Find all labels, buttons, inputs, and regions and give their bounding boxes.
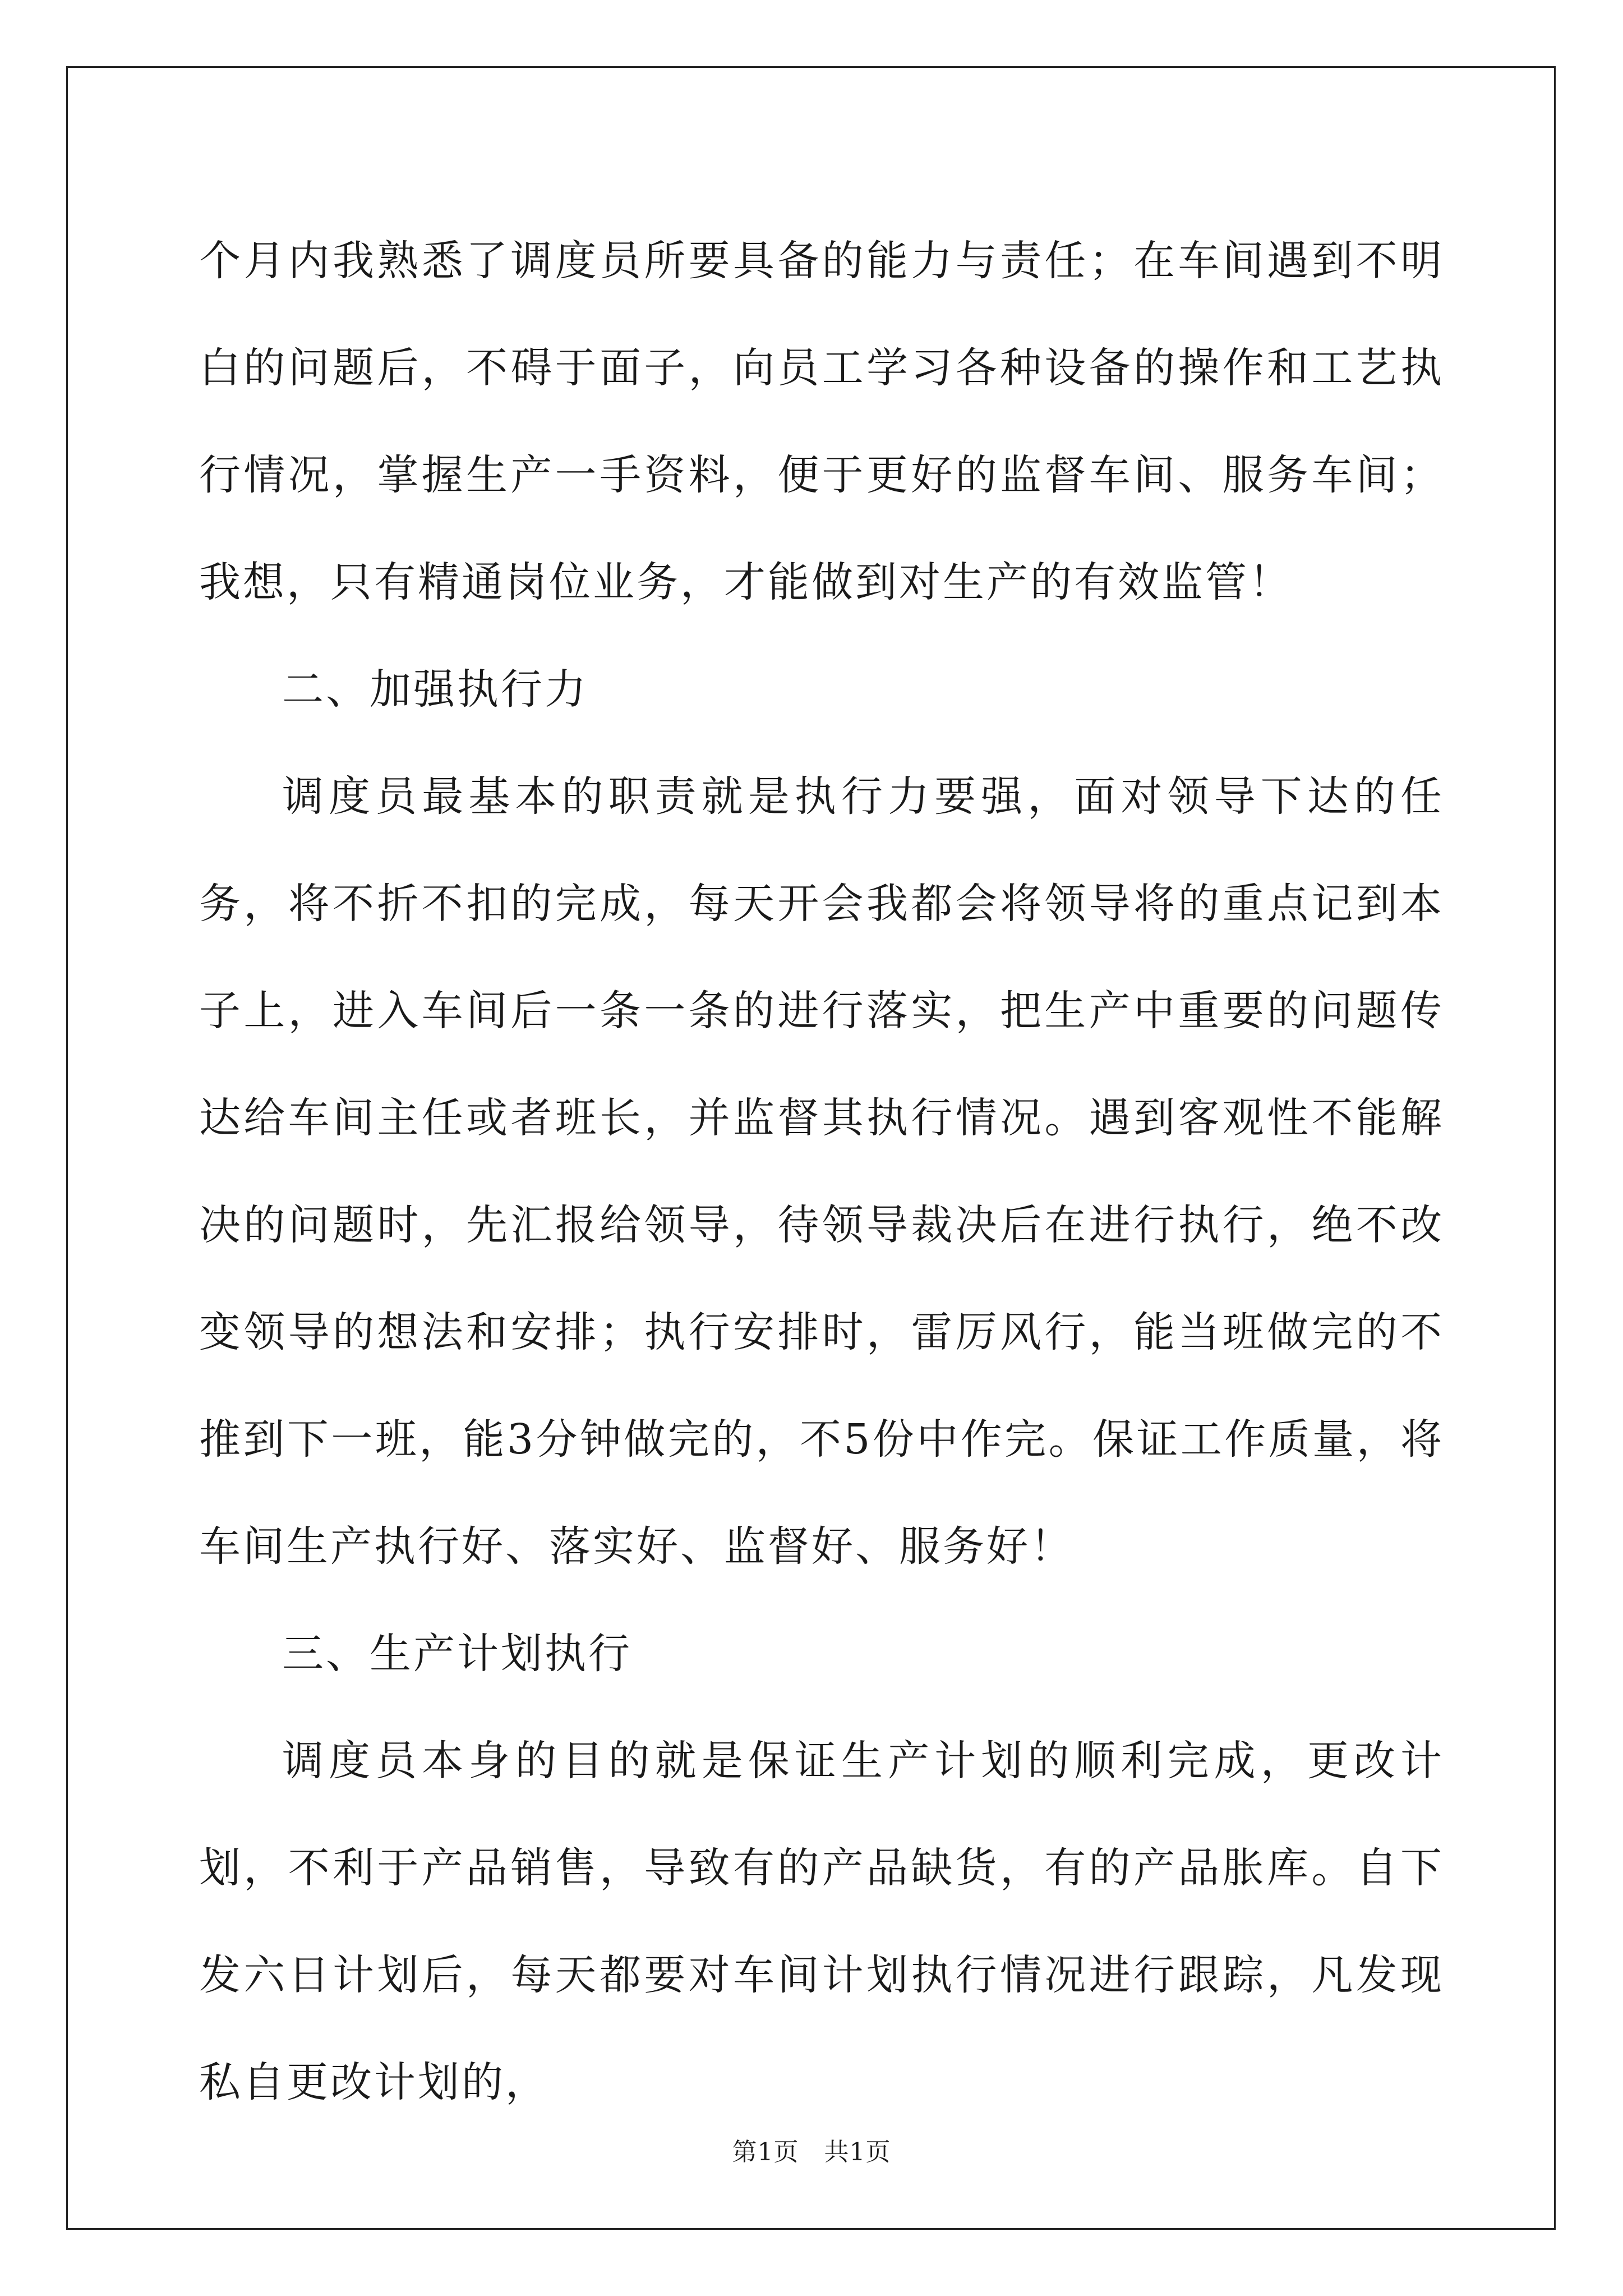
page-footer <box>0 2132 1623 2168</box>
paragraph-1: 个月内我熟悉了调度员所要具备的能力与责任；在车间遇到不明白的问题后，不碍于面子，向员工学习各种设备的操作和工艺执行情况，掌握生产一手资料，便于更好的监督车间、服务车间；我想，只有精通岗位业务，才能做到对生产的有效监管！ <box>199 237 1444 606</box>
paragraph-2: 调度员最基本的职责就是执行力要强，面对领导下达的任务，将不折不扣的完成，每天开会我都会将领导将的重点记到本子上，进入车间后一条一条的进行落实，把生产中重要的问题传达给车间主任或者班长，并监督其执行情况。遇到客观性不能解决的问题时，先汇报给领导，待领导裁决后在进行执行，绝不改变领导的想法和安排；执行安排时，雷厉风行，能当班做完的不推到下一班，能3分钟做完的，不5份中作完。保证工作质量，将车间生产执行好、落实好、监督好、服务好！ <box>199 772 1444 1571</box>
section-heading-3: 三、生产计划执行 <box>282 1630 632 1678</box>
page-number: 第1页 <box>732 2138 799 2166</box>
section-heading-2: 二、加强执行力 <box>282 665 588 714</box>
document-body <box>199 208 1444 2136</box>
page-total: 共1页 <box>824 2138 891 2166</box>
paragraph-3: 调度员本身的目的就是保证生产计划的顺利完成，更改计划，不利于产品销售，导致有的产品缺货，有的产品胀库。自下发六日计划后，每天都要对车间计划执行情况进行跟踪，凡发现私自更改计划的， <box>199 1737 1444 2106</box>
